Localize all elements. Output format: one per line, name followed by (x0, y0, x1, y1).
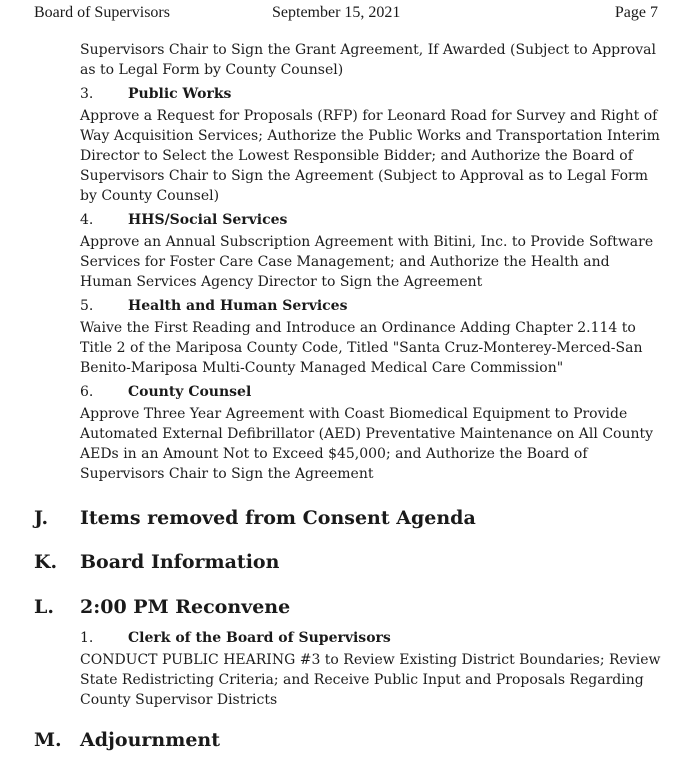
section-m-heading (34, 725, 654, 755)
item-number: 6. (80, 384, 94, 400)
section-letter: L. (34, 596, 54, 618)
item-title: HHS/Social Services (128, 212, 288, 228)
page-header (0, 4, 680, 24)
agenda-item-5-heading (80, 294, 665, 318)
section-l-heading (34, 592, 654, 622)
agenda-item-l1-heading (80, 626, 665, 650)
section-k-heading (34, 547, 654, 577)
header-date: September 15, 2021 (272, 4, 401, 21)
item-title: Health and Human Services (128, 298, 348, 314)
section-letter: K. (34, 551, 58, 573)
consent-items (80, 40, 665, 484)
section-title: Board Information (80, 551, 280, 573)
item-title: Public Works (128, 86, 232, 102)
section-letter: J. (34, 507, 49, 529)
continuation-text: Supervisors Chair to Sign the Grant Agreement, If Awarded (Subject to Approval as to Legal Form by County Counsel) (80, 42, 656, 78)
item-number: 4. (80, 212, 94, 228)
item-title: County Counsel (128, 384, 252, 400)
section-letter: M. (34, 729, 62, 751)
agenda-item-4-text: Approve an Annual Subscription Agreement with Bitini, Inc. to Provide Software Services for Foster Care Case Management; and Authorize the Health and Human Services Agency Director to Sign the Agreement (80, 234, 654, 290)
section-j-heading (34, 503, 654, 533)
item-number: 1. (80, 630, 94, 646)
item-number: 5. (80, 298, 94, 314)
header-page-number: Page 7 (614, 4, 658, 21)
agenda-item-5-text: Waive the First Reading and Introduce an Ordinance Adding Chapter 2.114 to Title 2 of the Mariposa County Code, Titled "Santa Cruz-Monterey-Merced-San Benito-Mariposa Multi-County Managed Medical Care Commission" (80, 320, 643, 376)
agenda-item-6-heading (80, 380, 665, 404)
agenda-item-3-text: Approve a Request for Proposals (RFP) for Leonard Road for Survey and Right of Way Acquisition Services; Authorize the Public Works and Transportation Interim Director to Select the Lowest Responsible Bidder; and Authorize the Board of Supervisors Chair to Sign the Agreement (Subject to Approval as to Legal Form by County Counsel) (80, 108, 660, 204)
item-title: Clerk of the Board of Supervisors (128, 630, 391, 646)
item-number: 3. (80, 86, 94, 102)
agenda-item-l1-text: CONDUCT PUBLIC HEARING #3 to Review Existing District Boundaries; Review State Redistricting Criteria; and Receive Public Input and Proposals Regarding County Supervisor Districts (80, 652, 661, 708)
section-l-items (80, 624, 665, 710)
header-board-name: Board of Supervisors (34, 4, 170, 21)
agenda-item-6-text: Approve Three Year Agreement with Coast Biomedical Equipment to Provide Automated External Defibrillator (AED) Preventative Maintenance on All County AEDs in an Amount Not to Exceed $45,000; and Authorize the Board of Supervisors Chair to Sign the Agreement (80, 406, 654, 482)
agenda-item-4-heading (80, 208, 665, 232)
section-title: Adjournment (80, 729, 220, 751)
agenda-item-3-heading (80, 82, 665, 106)
section-title: Items removed from Consent Agenda (80, 507, 476, 529)
section-title: 2:00 PM Reconvene (80, 596, 291, 618)
